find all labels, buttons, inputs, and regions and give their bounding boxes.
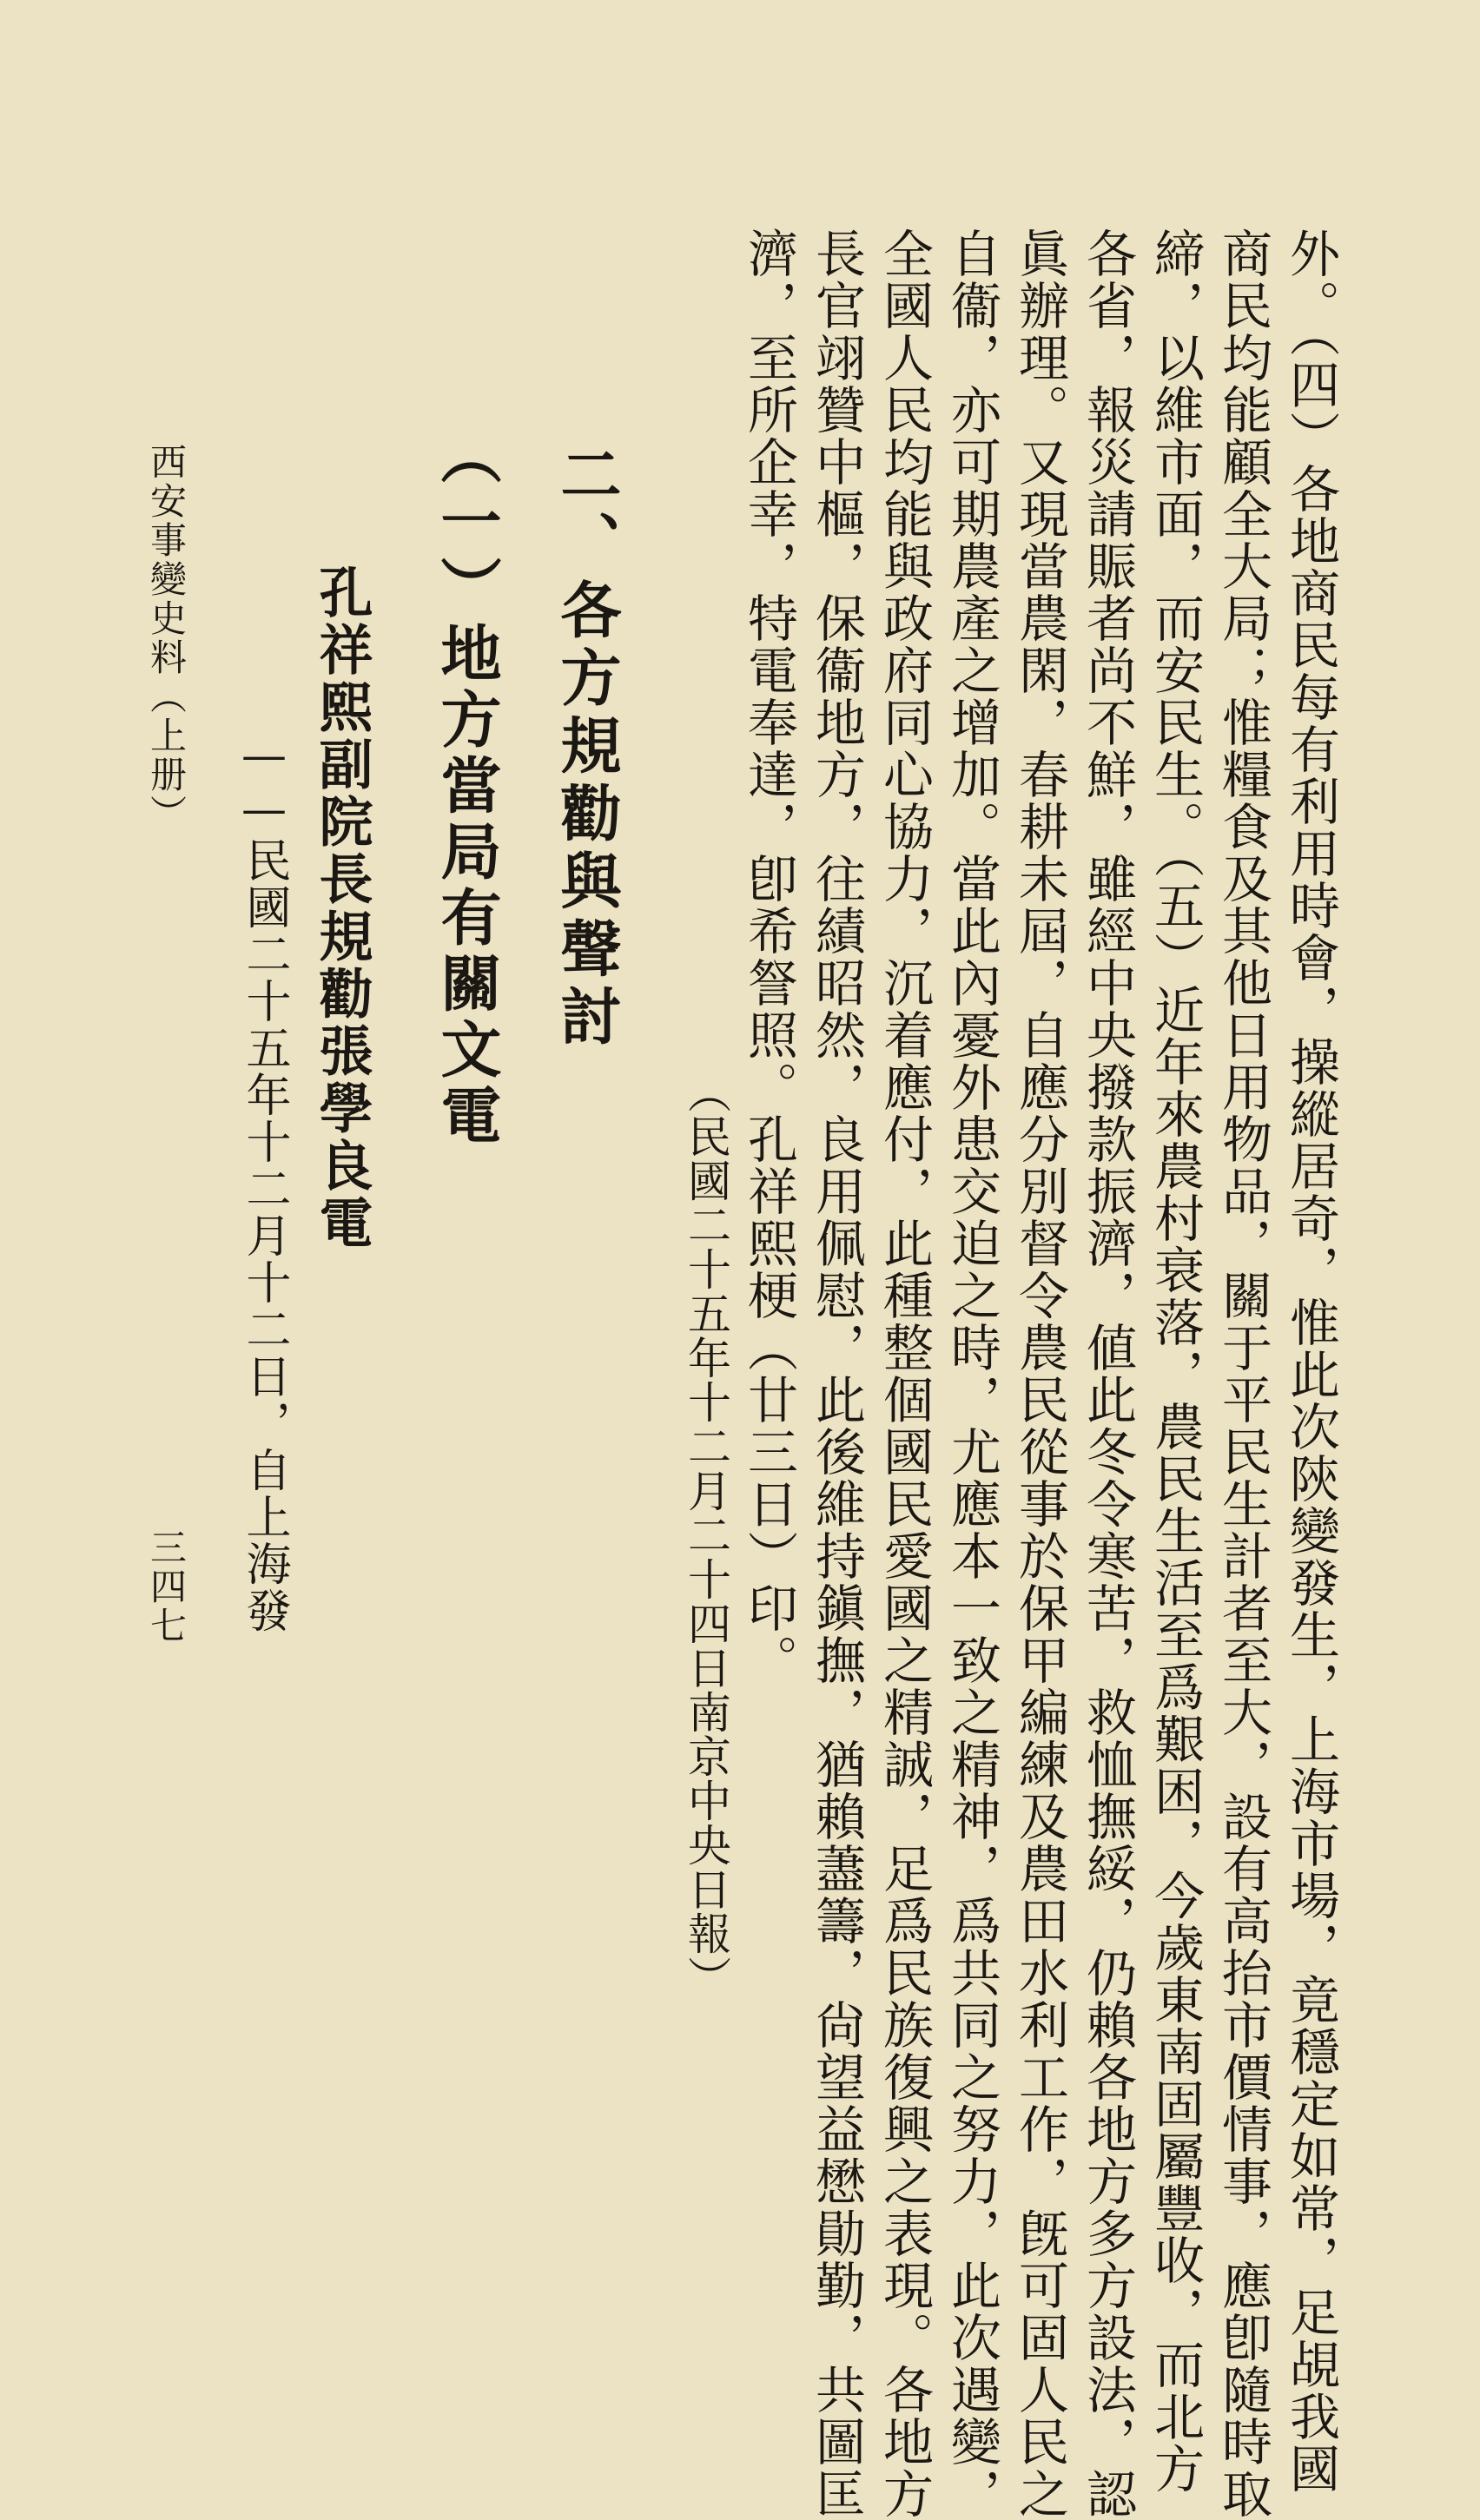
- body-text-column-6: 自衞，亦可期農產之增加。當此內憂外患交迫之時，尤應本一致之精神，爲共同之努力，此次遇變，: [942, 228, 1001, 2520]
- telegram-dateline: ——民國二十五年十二月十二日，自上海發: [238, 729, 290, 1634]
- body-text-column-1: 外。（四）各地商民每有利用時會，操縱居奇，惟此次陝變發生，上海市場，竟穩定如常，足覘我國: [1281, 228, 1340, 2495]
- body-text-column-9: 濟，至所企幸，特電奉達，卽希詧照。孔祥熙梗（廿三日）印。: [739, 228, 798, 1686]
- telegram-title: 孔祥熙副院長規勸張學良電: [310, 564, 373, 1252]
- body-text-column-3: 締，以維市面，而安民生。（五）近年來農村衰落，農民生活至爲艱困，今歲東南固屬豐收，而北方: [1146, 228, 1205, 2495]
- section-subheading: （一）地方當局有關文電: [431, 424, 503, 1150]
- body-text-column-5: 眞辦理。又現當農閑，春耕未屆，自應分別督令農民從事於保甲編練及農田水利工作，旣可固人民之: [1010, 228, 1069, 2520]
- page-number: 三四七: [145, 1528, 188, 1646]
- section-heading: 二、各方規勸與聲討: [551, 443, 623, 1052]
- book-title-footer: 西安事變史料（上册）: [145, 443, 188, 834]
- body-text-column-8: 長官翊贊中樞，保衞地方，往績昭然，良用佩慰，此後維持鎭撫，猶賴藎籌，尙望益懋勛勤，共圖匡: [807, 228, 866, 2520]
- body-text-column-4: 各省，報災請賑者尚不鮮，雖經中央撥款振濟，値此冬令寒苦，救恤撫綏，仍賴各地方多方設法，認: [1078, 228, 1137, 2520]
- source-citation: （民國二十五年十二月二十四日南京中央日報）: [681, 1070, 731, 2000]
- body-text-column-2: 商民均能顧全大局；惟糧食及其他日用物品，關于平民生計者至大，設有高抬市價情事，應卽隨時取: [1213, 228, 1272, 2520]
- body-text-column-7: 全國人民均能與政府同心協力，沉着應付，此種整個國民愛國之精誠，足爲民族復興之表現。各地方: [875, 228, 934, 2520]
